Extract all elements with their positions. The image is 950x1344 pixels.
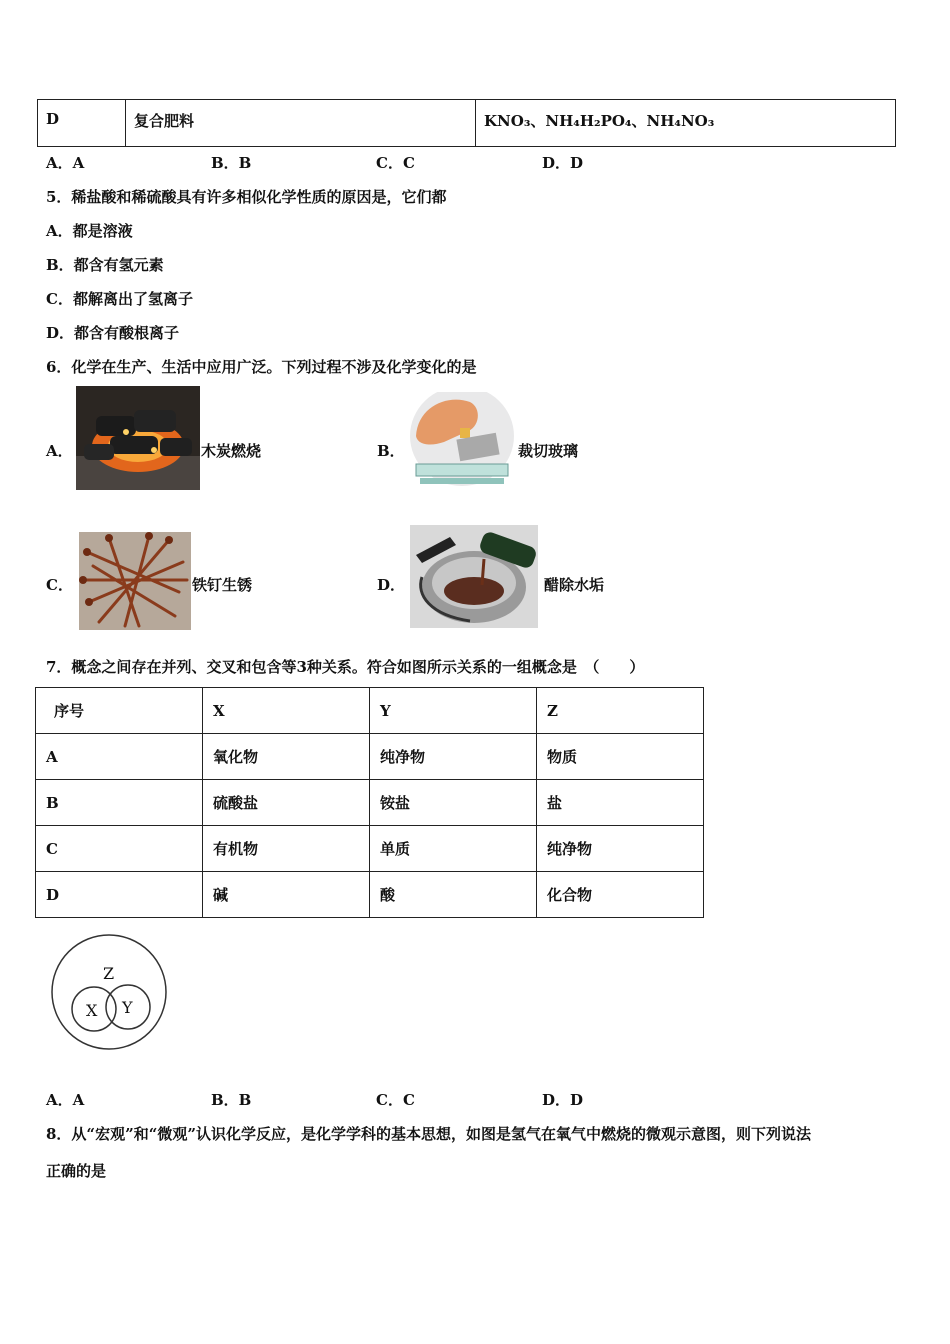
q7-option-d[interactable]: D．D (542, 1091, 584, 1109)
table-row (36, 826, 704, 872)
q4-option-c[interactable]: C．C (376, 154, 415, 172)
q4-option-a[interactable]: A．A (46, 154, 85, 172)
q6-stem: 6．化学在生产、生活中应用广泛。下列过程不涉及化学变化的是 (46, 358, 477, 376)
table-header: Z (537, 688, 704, 734)
q7-option-b[interactable]: B．B (211, 1091, 252, 1109)
charcoal-burning-image (76, 386, 200, 490)
rusty-nails-image (79, 532, 191, 630)
q5-option-c[interactable]: C．都解离出了氢离子 (46, 290, 193, 308)
table-cell: C (36, 826, 203, 872)
table-header: X (203, 688, 370, 734)
q4-option-b[interactable]: B．B (211, 154, 252, 172)
table-cell: 酸 (370, 872, 537, 918)
q7-stem: 7．概念之间存在并列、交叉和包含等3种关系。符合如图所示关系的一组概念是 （ ） (46, 658, 645, 676)
concept-table (35, 687, 704, 918)
table-cell: B (36, 780, 203, 826)
table-cell: 盐 (537, 780, 704, 826)
table-header-row (36, 688, 704, 734)
table-cell: D (36, 872, 203, 918)
table-cell: 纯净物 (537, 826, 704, 872)
q8-stem-line-1: 8．从“宏观”和“微观”认识化学反应，是化学学科的基本思想，如图是氢气在氧气中燃烧的微观示意图，则下列说法 (46, 1125, 811, 1143)
kettle-vinegar-image (410, 525, 538, 628)
venn-diagram (48, 932, 170, 1052)
q6-option-b-letter[interactable]: B． (377, 442, 405, 460)
table-row (36, 872, 704, 918)
q6-option-a-letter[interactable]: A． (46, 442, 73, 460)
table-row (36, 734, 704, 780)
q6-option-c-caption: 铁钉生锈 (192, 576, 253, 594)
q5-option-a[interactable]: A．都是溶液 (46, 222, 133, 240)
glass-cutting-image (408, 392, 516, 490)
q6-option-d-caption: 醋除水垢 (544, 576, 605, 594)
table-cell: 化合物 (537, 872, 704, 918)
venn-label-x: X (86, 1001, 98, 1020)
table-cell: 硫酸盐 (203, 780, 370, 826)
table-cell: 碱 (203, 872, 370, 918)
q5-option-b[interactable]: B．都含有氢元素 (46, 256, 164, 274)
table-cell: 有机物 (203, 826, 370, 872)
fertilizer-table (37, 99, 896, 147)
table-cell: A (36, 734, 203, 780)
table-header: Y (370, 688, 537, 734)
table-cell: 物质 (537, 734, 704, 780)
table-row (36, 780, 704, 826)
q4-option-d[interactable]: D．D (542, 154, 584, 172)
table-cell: D (38, 100, 126, 146)
q6-option-d-letter[interactable]: D． (377, 576, 406, 594)
table-cell: 纯净物 (370, 734, 537, 780)
q8-stem-line-2: 正确的是 (46, 1162, 107, 1180)
table-cell: KNO₃、NH₄H₂PO₄、NH₄NO₃ (484, 112, 715, 130)
table-header: 序号 (36, 688, 203, 734)
q6-option-a-caption: 木炭燃烧 (201, 442, 262, 460)
venn-label-y: Y (122, 998, 133, 1017)
q6-option-b-caption: 裁切玻璃 (518, 442, 579, 460)
table-cell: 复合肥料 (126, 100, 476, 146)
q5-stem: 5．稀盐酸和稀硫酸具有许多相似化学性质的原因是，它们都 (46, 188, 447, 206)
q7-option-a[interactable]: A．A (46, 1091, 85, 1109)
q6-option-c-letter[interactable]: C． (46, 576, 73, 594)
table-cell: 铵盐 (370, 780, 537, 826)
q7-option-c[interactable]: C．C (376, 1091, 415, 1109)
table-cell: 氧化物 (203, 734, 370, 780)
table-cell: 单质 (370, 826, 537, 872)
venn-label-z: Z (103, 964, 115, 983)
q5-option-d[interactable]: D．都含有酸根离子 (46, 324, 180, 342)
